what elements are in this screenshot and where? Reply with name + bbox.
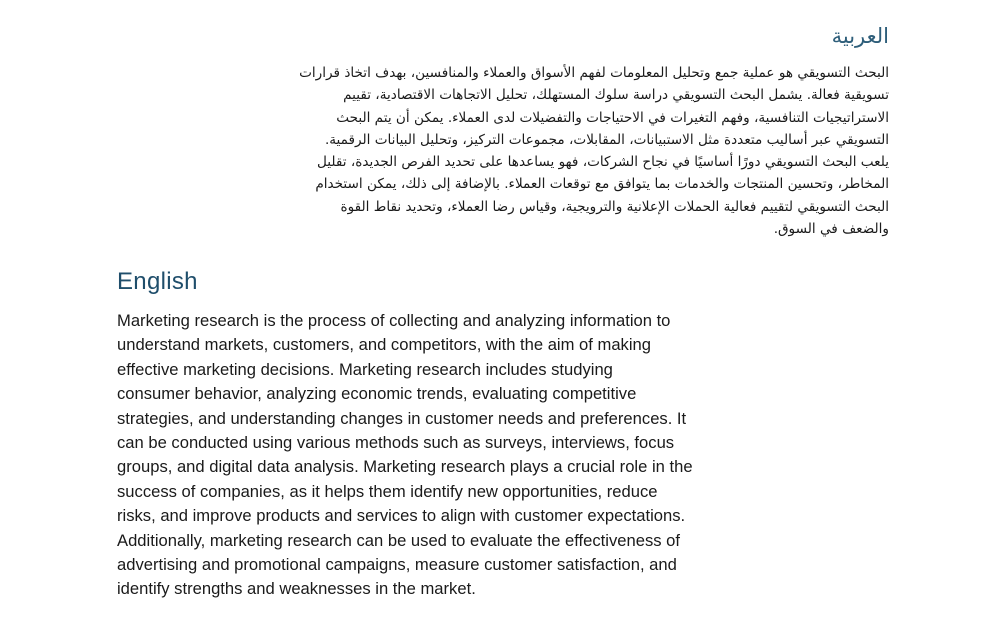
english-section-heading: English: [117, 268, 198, 295]
english-line: advertising and promotional campaigns, measure customer satisfaction, and: [117, 555, 677, 575]
arabic-line: التسويقي عبر أساليب متعددة مثل الاستبيانات، المقابلات، مجموعات التركيز، وتحليل البيانات الرقمية.: [324, 131, 889, 148]
english-line: groups, and digital data analysis. Marketing research plays a crucial role in the: [117, 457, 693, 477]
english-line: consumer behavior, analyzing economic trends, evaluating competitive: [117, 384, 637, 404]
english-line: Marketing research is the process of collecting and analyzing information to: [117, 311, 671, 330]
arabic-line: البحث التسويقي هو عملية جمع وتحليل المعلومات لفهم الأسواق والعملاء والمنافسين، بهدف اتخاذ قرارات: [299, 65, 889, 81]
english-line: strategies, and understanding changes in customer needs and preferences. It: [117, 408, 687, 428]
arabic-line: البحث التسويقي لتقييم فعالية الحملات الإعلانية والترويجية، وقياس رضا العملاء، وتحديد نقاط القوة: [340, 198, 889, 215]
arabic-section-heading: العربية: [831, 24, 889, 48]
arabic-line: والضعف في السوق.: [773, 221, 889, 238]
arabic-line: تسويقية فعالة. يشمل البحث التسويقي دراسة سلوك المستهلك، تحليل الاتجاهات الاقتصادية، تقييم: [343, 87, 889, 104]
english-paragraph: [117, 309, 897, 602]
arabic-paragraph: [117, 62, 889, 240]
english-line: can be conducted using various methods such as surveys, interviews, focus: [117, 433, 675, 453]
arabic-line: الاستراتيجيات التنافسية، وفهم التغيرات في الاحتياجات والتفضيلات لدى العملاء. يمكن أن يتم البحث: [336, 109, 889, 126]
arabic-line: يلعب البحث التسويقي دورًا أساسيًا في نجاح الشركات، فهو يساعدها على تحديد الفرص الجديدة، تقليل: [316, 154, 889, 171]
english-line: identify strengths and weaknesses in the market.: [117, 579, 476, 599]
english-line: risks, and improve products and services to align with customer expectations.: [117, 506, 686, 526]
english-line: success of companies, as it helps them identify new opportunities, reduce: [117, 481, 658, 501]
arabic-line: المخاطر، وتحسين المنتجات والخدمات بما يتوافق مع توقعات العملاء. بالإضافة إلى ذلك، يمكن استخدام: [315, 176, 889, 193]
english-line: understand markets, customers, and competitors, with the aim of making: [117, 335, 651, 355]
english-line: effective marketing decisions. Marketing research includes studying: [117, 359, 613, 379]
english-line: Additionally, marketing research can be used to evaluate the effectiveness of: [117, 530, 680, 550]
